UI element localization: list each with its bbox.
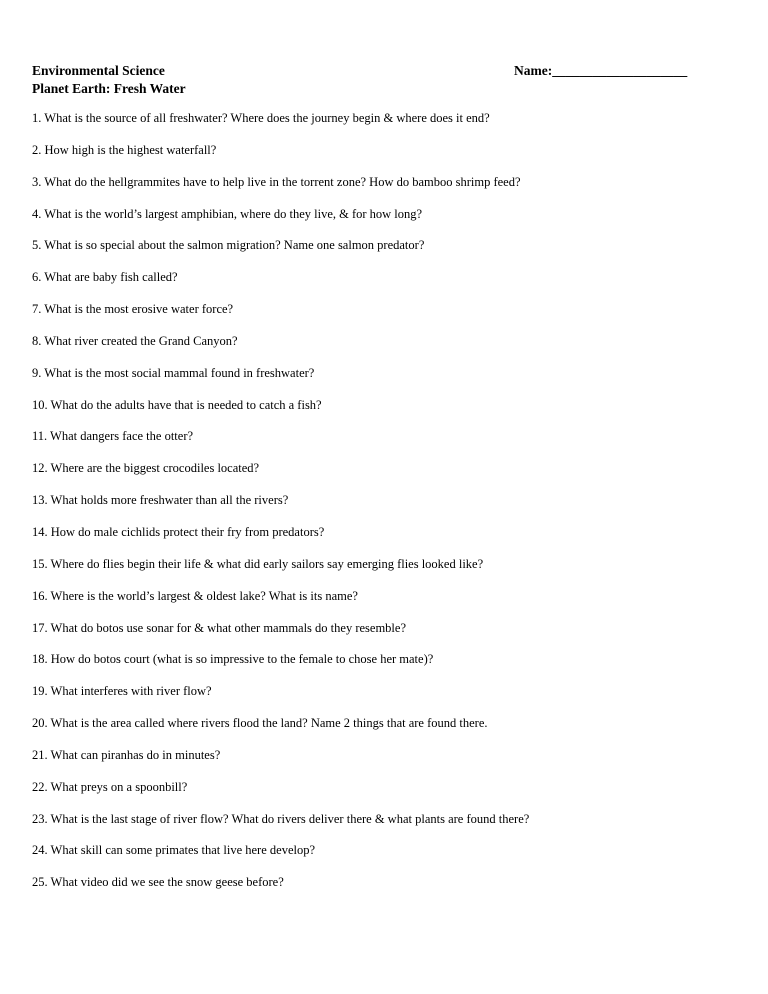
worksheet-header bbox=[32, 62, 696, 98]
question-item: 13. What holds more freshwater than all the rivers? bbox=[32, 493, 289, 508]
question-item: 4. What is the world’s largest amphibian, where do they live, & for how long? bbox=[32, 206, 423, 221]
name-field[interactable] bbox=[514, 62, 687, 80]
question-item: 15. Where do flies begin their life & what did early sailors say emerging flies looked like? bbox=[32, 556, 484, 571]
question-item: 9. What is the most social mammal found in freshwater? bbox=[32, 365, 315, 380]
question-item: 22. What preys on a spoonbill? bbox=[32, 779, 188, 794]
name-blank-line[interactable]: ____________________ bbox=[552, 63, 688, 78]
question-item: 18. How do botos court (what is so impressive to the female to chose her mate)? bbox=[32, 652, 434, 667]
question-item: 2. How high is the highest waterfall? bbox=[32, 142, 217, 157]
question-item: 25. What video did we see the snow geese before? bbox=[32, 875, 284, 890]
question-item: 14. How do male cichlids protect their fry from predators? bbox=[32, 524, 325, 539]
question-item: 6. What are baby fish called? bbox=[32, 270, 178, 285]
topic-title: Planet Earth: Fresh Water bbox=[32, 81, 186, 96]
question-item: 19. What interferes with river flow? bbox=[32, 684, 212, 699]
question-item: 5. What is so special about the salmon migration? Name one salmon predator? bbox=[32, 238, 425, 253]
question-item: 8. What river created the Grand Canyon? bbox=[32, 333, 238, 348]
question-item: 17. What do botos use sonar for & what other mammals do they resemble? bbox=[32, 620, 406, 635]
question-item: 7. What is the most erosive water force? bbox=[32, 302, 234, 317]
question-item: 10. What do the adults have that is needed to catch a fish? bbox=[32, 397, 322, 412]
question-item: 12. Where are the biggest crocodiles located? bbox=[32, 461, 260, 476]
question-item: 16. Where is the world’s largest & oldest lake? What is its name? bbox=[32, 588, 358, 603]
question-item: 23. What is the last stage of river flow? What do rivers deliver there & what plants are found there? bbox=[32, 811, 530, 826]
question-item: 3. What do the hellgrammites have to help live in the torrent zone? How do bamboo shrimp feed? bbox=[32, 174, 521, 189]
question-item: 20. What is the area called where rivers flood the land? Name 2 things that are found there. bbox=[32, 716, 488, 731]
question-item: 21. What can piranhas do in minutes? bbox=[32, 747, 221, 762]
question-item: 24. What skill can some primates that live here develop? bbox=[32, 843, 316, 858]
course-title: Environmental Science bbox=[32, 63, 165, 78]
question-list bbox=[32, 110, 732, 906]
question-item: 1. What is the source of all freshwater? Where does the journey begin & where does it end? bbox=[32, 111, 490, 125]
name-label: Name: bbox=[514, 63, 553, 78]
question-item: 11. What dangers face the otter? bbox=[32, 429, 194, 444]
